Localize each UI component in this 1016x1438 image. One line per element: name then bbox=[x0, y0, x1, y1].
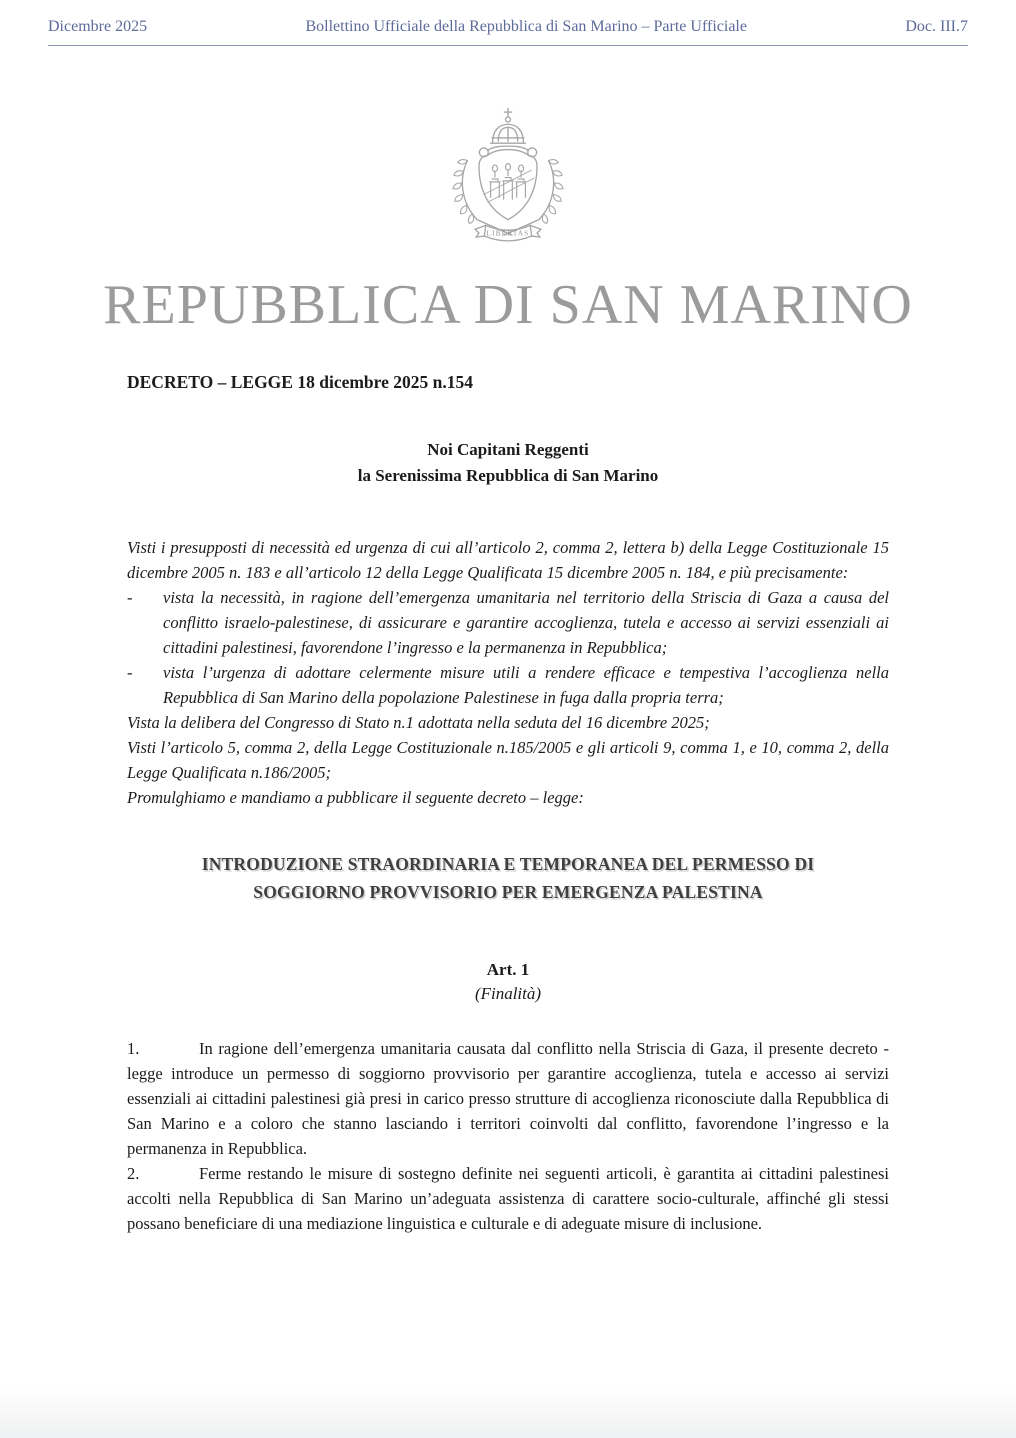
header-bulletin-title: Bollettino Ufficiale della Repubblica di San Marino – Parte Ufficiale bbox=[305, 18, 747, 35]
dash-marker: - bbox=[127, 663, 133, 683]
preamble-bullet-2 bbox=[127, 660, 889, 710]
article-body bbox=[127, 1036, 889, 1236]
salutation bbox=[127, 437, 889, 489]
law-title: INTRODUZIONE STRAORDINARIA E TEMPORANEA DEL PERMESSO DI SOGGIORNO PROVVISORIO PER EMERGENZA PALESTINA bbox=[201, 854, 815, 903]
republic-title: REPUBBLICA DI SAN MARINO bbox=[103, 274, 913, 336]
dash-marker: - bbox=[127, 588, 133, 608]
article-subtitle: (Finalità) bbox=[474, 984, 542, 1004]
salutation-line2: la Serenissima Repubblica di San Marino bbox=[357, 466, 659, 486]
header-rule bbox=[48, 45, 968, 46]
preamble-closing-2: Visti l’articolo 5, comma 2, della Legge Costituzionale n.185/2005 e gli articoli 9, comma 1, e 10, comma 2, della Legge Qualificata n.186/2005; bbox=[127, 738, 889, 783]
san-marino-coat-of-arms-icon bbox=[450, 104, 566, 254]
preamble-intro: Visti i presupposti di necessità ed urgenza di cui all’articolo 2, comma 2, lettera b) della Legge Costituzionale 15 dicembre 2005 n. 183 e all’articolo 12 della Legge Qualificata 15 dicembre 2005 n. 184, e più precisamente: bbox=[127, 538, 889, 583]
page-header bbox=[0, 0, 1016, 36]
page-bottom-shadow bbox=[0, 1386, 1016, 1438]
preamble-closing-1: Vista la delibera del Congresso di Stato n.1 adottata nella seduta del 16 dicembre 2025; bbox=[127, 713, 710, 733]
preamble-bullet-1 bbox=[127, 585, 889, 660]
document-body bbox=[127, 372, 889, 1236]
article-paragraph-2 bbox=[127, 1161, 889, 1236]
article-number: Art. 1 bbox=[486, 960, 530, 980]
preamble-bullet-1-text: vista la necessità, in ragione dell’emergenza umanitaria nel territorio della Striscia di Gaza a causa del conflitto israelo-palestinese, di assicurare e garantire accoglienza, tutela e accesso ai servizi essenziali ai cittadini palestinesi, favorendone l’ingresso e la permanenza in Repubblica; bbox=[163, 588, 889, 658]
paragraph-number: 2. bbox=[127, 1164, 140, 1184]
article-heading bbox=[127, 958, 889, 1006]
header-date: Dicembre 2025 bbox=[48, 18, 148, 35]
preamble-bullet-2-text: vista l’urgenza di adottare celermente misure utili a rendere efficace e tempestiva l’accoglienza nella Repubblica di San Marino della popolazione Palestinese in fuga dalla propria terra; bbox=[163, 663, 889, 708]
preamble bbox=[127, 535, 889, 810]
paragraph-text: In ragione dell’emergenza umanitaria causata dal conflitto nella Striscia di Gaza, il presente decreto - legge introduce un permesso di soggiorno provvisorio per garantire accoglienza, tutela e accesso ai servizi essenziali ai cittadini palestinesi già presi in carico presso strutture di accoglienza riconosciute dalla Repubblica di San Marino e a coloro che stanno lasciando i territori coinvolti dal conflitto, favorendone l’ingresso e la permanenza in Repubblica. bbox=[127, 1039, 889, 1159]
decree-title: DECRETO – LEGGE 18 dicembre 2025 n.154 bbox=[127, 372, 473, 393]
paragraph-text: Ferme restando le misure di sostegno definite nei seguenti articoli, è garantita ai cittadini palestinesi accolti nella Repubblica di San Marino un’adeguata assistenza di carattere socio-culturale, affinché gli stessi possano beneficiare di una mediazione linguistica e culturale e di adeguate misure di inclusione. bbox=[127, 1164, 889, 1234]
header-doc-number: Doc. III.7 bbox=[905, 18, 968, 35]
preamble-closing-3: Promulghiamo e mandiamo a pubblicare il seguente decreto – legge: bbox=[127, 788, 584, 808]
paragraph-number: 1. bbox=[127, 1039, 140, 1059]
emblem-motto: LIBERTAS bbox=[486, 229, 530, 238]
salutation-line1: Noi Capitani Reggenti bbox=[427, 440, 589, 460]
article-paragraph-1 bbox=[127, 1036, 889, 1161]
emblem-container bbox=[0, 104, 1016, 254]
